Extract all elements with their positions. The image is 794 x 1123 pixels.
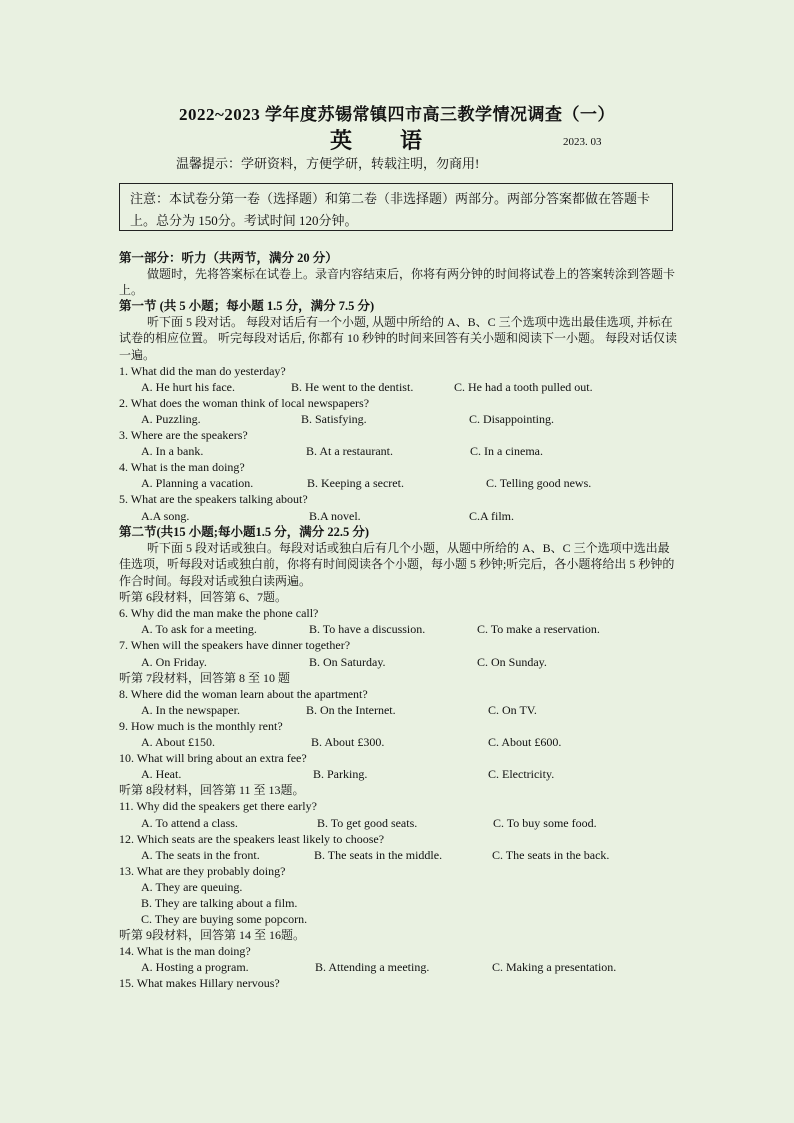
options-5 bbox=[119, 508, 679, 524]
option-c: C. About £600. bbox=[488, 735, 562, 750]
option-b: B. At a restaurant. bbox=[306, 444, 393, 459]
subject-title: 英语 bbox=[330, 128, 471, 153]
option-13a: A. They are queuing. bbox=[141, 879, 243, 894]
option-a: A. In a bank. bbox=[141, 444, 204, 459]
options-8 bbox=[119, 702, 679, 718]
option-c: C. He had a tooth pulled out. bbox=[454, 379, 593, 394]
question-1: 1. What did the man do yesterday? bbox=[119, 363, 286, 378]
options-3 bbox=[119, 443, 679, 459]
option-a: A. In the newspaper. bbox=[141, 702, 240, 717]
question-10: 10. What will bring about an extra fee? bbox=[119, 751, 307, 766]
question-4: 4. What is the man doing? bbox=[119, 460, 245, 475]
question-14: 14. What is the man doing? bbox=[119, 944, 251, 959]
option-c: C. To make a reservation. bbox=[477, 622, 600, 637]
options-12 bbox=[119, 847, 679, 863]
question-15: 15. What makes Hillary nervous? bbox=[119, 976, 280, 991]
question-2: 2. What does the woman think of local newspapers? bbox=[119, 395, 370, 410]
option-a: A. Planning a vacation. bbox=[141, 476, 254, 491]
section1-heading: 第一节 (共 5 小题；每小题 1.5 分，满分 7.5 分) bbox=[119, 299, 375, 314]
option-b: B. The seats in the middle. bbox=[314, 847, 443, 862]
option-c: C. In a cinema. bbox=[470, 444, 543, 459]
section2-instruction: 听下面 5 段对话或独白。每段对话或独白后有几个小题，从题中所给的 A、B、C 三个选项中选出最佳选项，听每段对话或独白前，你将有时间阅读各个小题，每小题 5 秒钟;听完后，各小题将给出 5 秒钟的作合时间。每段对话或独白读两遍。 bbox=[119, 540, 675, 588]
option-c: C. Making a presentation. bbox=[492, 960, 617, 975]
options-14 bbox=[119, 959, 679, 975]
question-8: 8. Where did the woman learn about the apartment? bbox=[119, 686, 368, 701]
question-12: 12. Which seats are the speakers least likely to choose? bbox=[119, 831, 385, 846]
option-a: A. The seats in the front. bbox=[141, 847, 260, 862]
options-4 bbox=[119, 475, 679, 491]
option-c: C. To buy some food. bbox=[493, 815, 597, 830]
option-b: B. To get good seats. bbox=[317, 815, 418, 830]
option-c: C. On Sunday. bbox=[477, 654, 547, 669]
option-a: A. He hurt his face. bbox=[141, 379, 235, 394]
option-b: B. Attending a meeting. bbox=[315, 960, 430, 975]
option-b: B. Satisfying. bbox=[301, 411, 367, 426]
option-13c: C. They are buying some popcorn. bbox=[141, 912, 308, 927]
option-b: B. On the Internet. bbox=[306, 702, 396, 717]
exam-date: 2023. 03 bbox=[563, 136, 602, 148]
option-a: A.A song. bbox=[141, 508, 190, 523]
question-6: 6. Why did the man make the phone call? bbox=[119, 606, 319, 621]
option-b: B.A novel. bbox=[309, 508, 361, 523]
options-11 bbox=[119, 815, 679, 831]
option-a: A. To attend a class. bbox=[141, 815, 238, 830]
reminder-tip: 温馨提示：学研资料，方便学研，转载注明，勿商用! bbox=[176, 156, 480, 171]
option-c: C. On TV. bbox=[488, 702, 537, 717]
question-7: 7. When will the speakers have dinner together? bbox=[119, 638, 351, 653]
option-a: A. Puzzling. bbox=[141, 411, 201, 426]
option-b: B. About £300. bbox=[311, 735, 385, 750]
options-7 bbox=[119, 654, 679, 670]
option-c: C. The seats in the back. bbox=[492, 847, 610, 862]
question-11: 11. Why did the speakers get there early? bbox=[119, 799, 317, 814]
option-a: A. About £150. bbox=[141, 735, 216, 750]
options-1 bbox=[119, 379, 679, 395]
material-6: 听第 6段材料，回答第 6、7题。 bbox=[119, 590, 288, 605]
option-c: C. Disappointing. bbox=[469, 411, 555, 426]
options-9 bbox=[119, 734, 679, 750]
material-9: 听第 9段材料，回答第 14 至 16题。 bbox=[119, 928, 306, 943]
material-8: 听第 8段材料，回答第 11 至 13题。 bbox=[119, 783, 305, 798]
option-13b: B. They are talking about a film. bbox=[141, 895, 298, 910]
option-a: A. On Friday. bbox=[141, 654, 207, 669]
question-9: 9. How much is the monthly rent? bbox=[119, 718, 283, 733]
material-7: 听第 7段材料，回答第 8 至 10 题 bbox=[119, 670, 291, 685]
option-b: B. On Saturday. bbox=[309, 654, 386, 669]
options-6 bbox=[119, 621, 679, 637]
section2-heading: 第二节(共15 小题;每小题1.5 分，满分 22.5 分) bbox=[119, 524, 369, 539]
part1-heading: 第一部分：听力（共两节，满分 20 分） bbox=[119, 251, 338, 265]
option-b: B. He went to the dentist. bbox=[291, 379, 414, 394]
option-c: C. Telling good news. bbox=[486, 476, 592, 491]
exam-body bbox=[119, 250, 679, 992]
option-a: A. To ask for a meeting. bbox=[141, 622, 257, 637]
question-3: 3. Where are the speakers? bbox=[119, 428, 248, 443]
options-10 bbox=[119, 766, 679, 782]
option-a: A. Heat. bbox=[141, 767, 182, 782]
question-5: 5. What are the speakers talking about? bbox=[119, 492, 308, 507]
notice-box: 注意：本试卷分第一卷（选择题）和第二卷（非选择题）两部分。两部分答案都做在答题卡上。总分为 150分。考试时间 120分钟。 bbox=[119, 183, 673, 231]
option-b: B. To have a discussion. bbox=[309, 622, 426, 637]
options-2 bbox=[119, 411, 679, 427]
option-c: C. Electricity. bbox=[488, 767, 555, 782]
section1-instruction: 听下面 5 段对话。 每段对话后有一个小题, 从题中所给的 A、B、C 三个选项中选出最佳选项, 并标在试卷的相应位置。 听完每段对话后, 你都有 10 秒钟的时间来回答有关小题和阅读下一小题。 每段对话仅读一遍。 bbox=[119, 315, 678, 362]
option-b: B. Keeping a secret. bbox=[307, 476, 404, 491]
part1-instruction: 做题时，先将答案标在试卷上。录音内容结束后，你将有两分钟的时间将试卷上的答案转涂到答题卡上。 bbox=[119, 267, 676, 298]
exam-title: 2022~2023 学年度苏锡常镇四市高三教学情况调查（一） bbox=[178, 105, 616, 124]
option-a: A. Hosting a program. bbox=[141, 960, 249, 975]
question-13: 13. What are they probably doing? bbox=[119, 863, 286, 878]
option-b: B. Parking. bbox=[313, 767, 368, 782]
option-c: C.A film. bbox=[469, 508, 515, 523]
